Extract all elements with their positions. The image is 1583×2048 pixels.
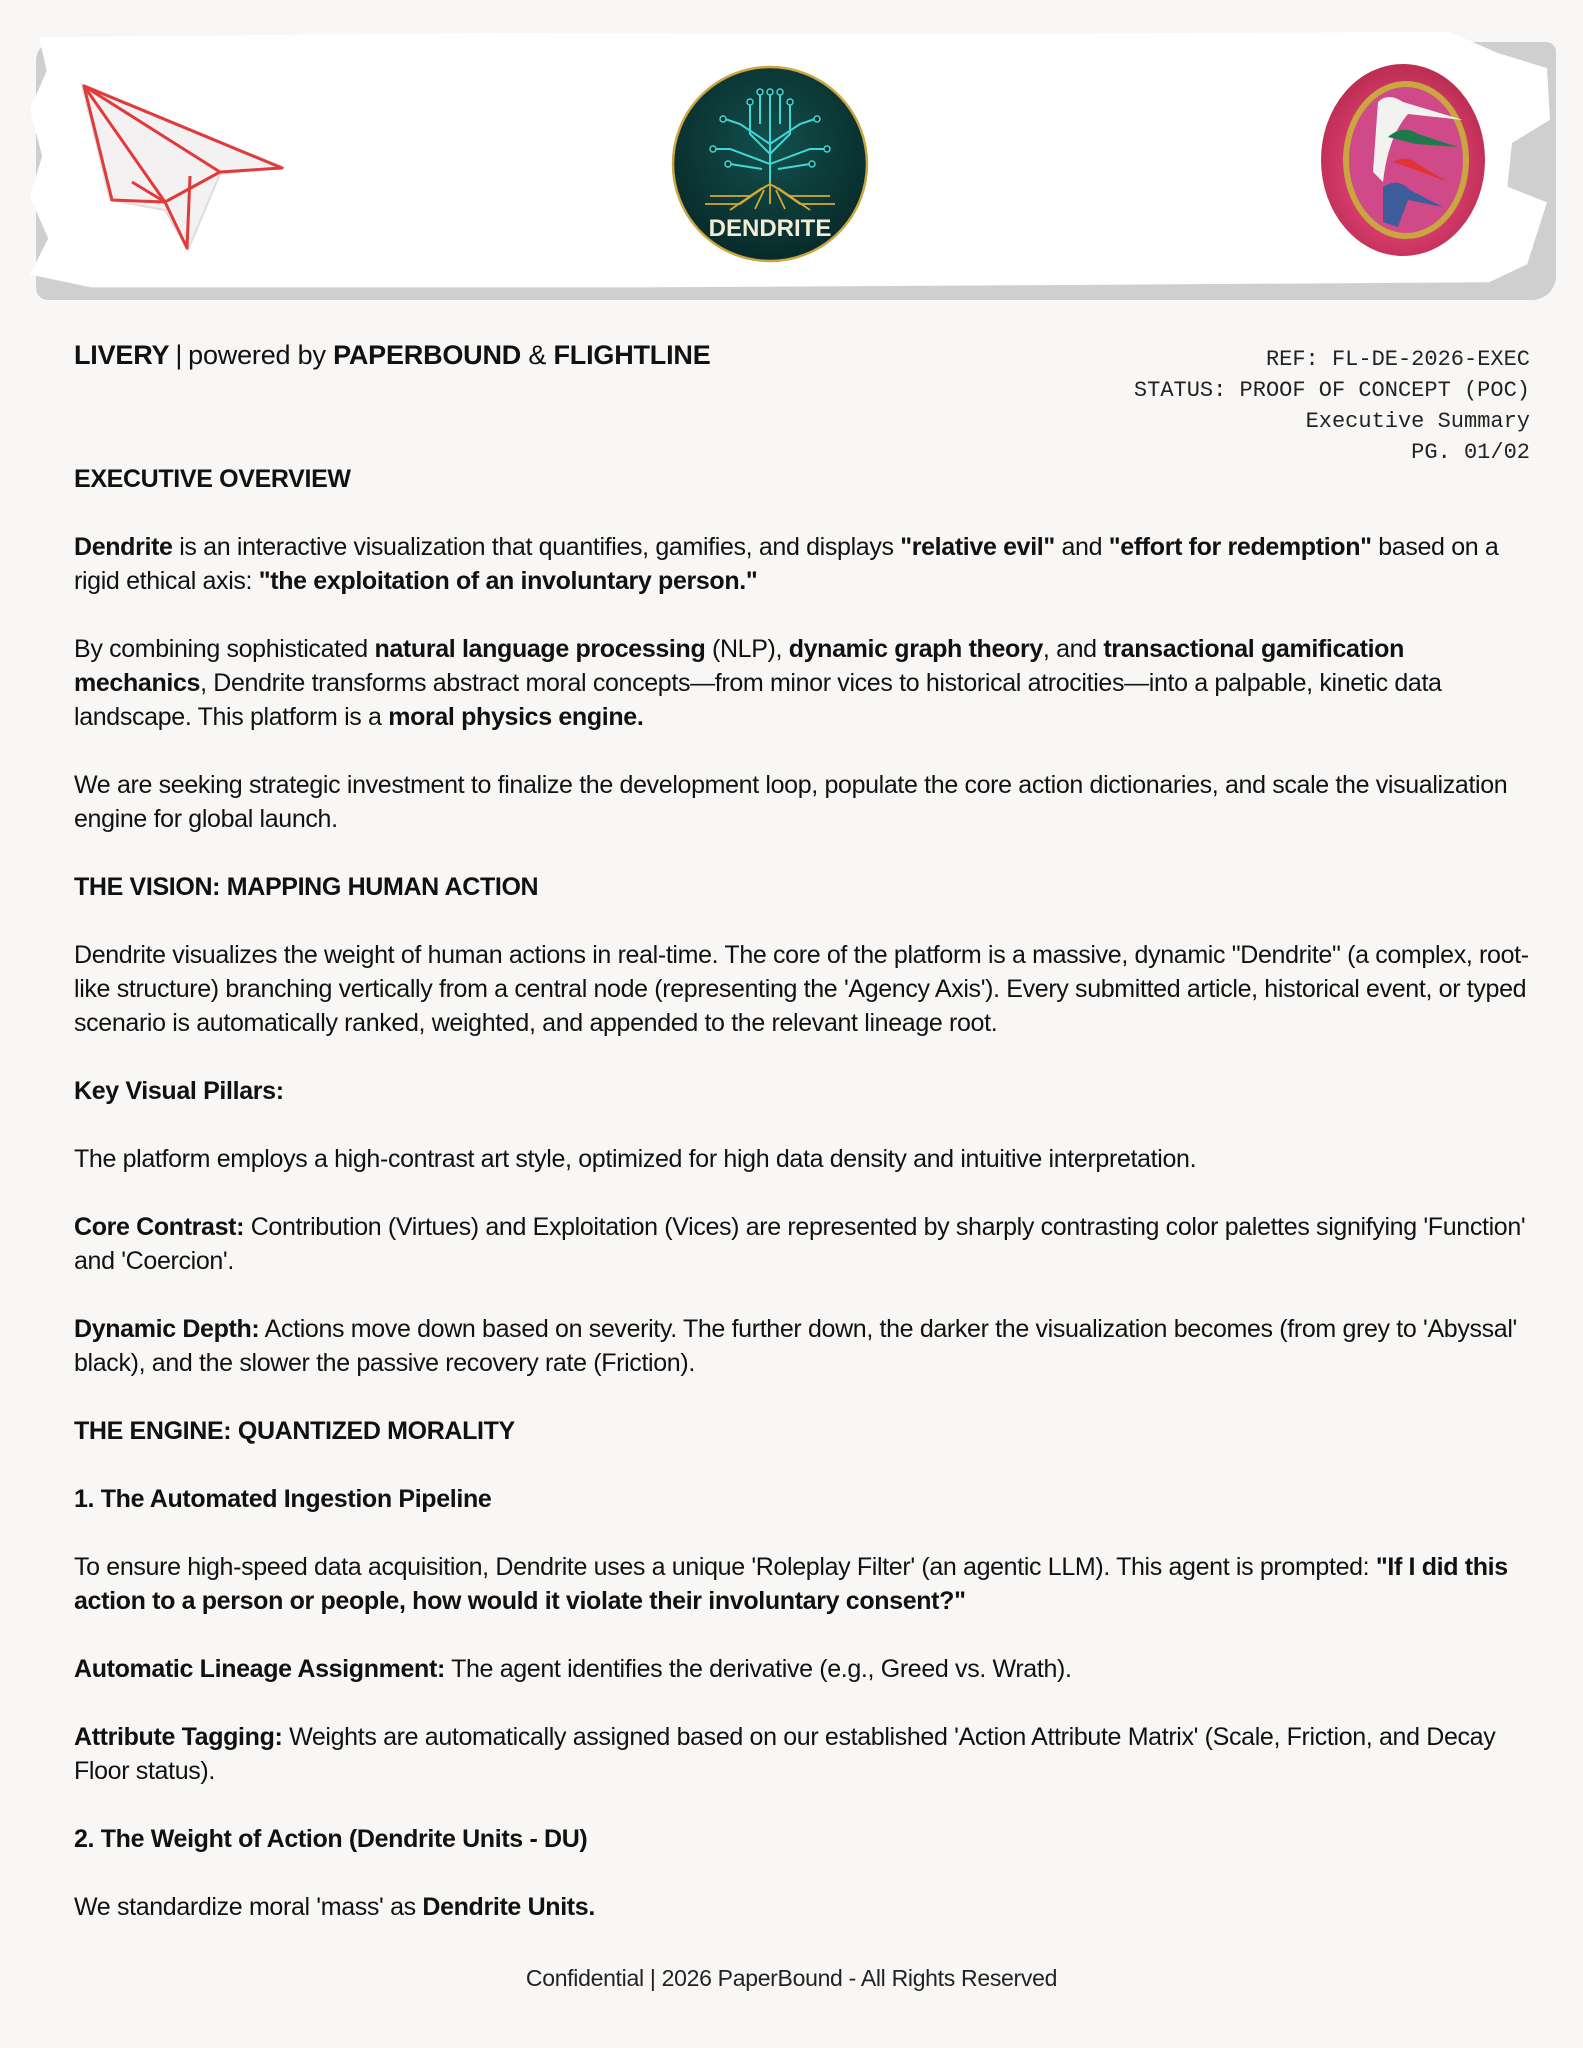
text-span: (NLP), — [705, 635, 789, 663]
paragraph-vision: Dendrite visualizes the weight of human actions in real-time. The core of the platform is a massive, dynamic "Dendrite" (a complex, root-like structure) branching vertically from a central node (representing the 'Agency Axis'). Every submitted article, historical event, or typed scenario is automatically ranked, weighted, and appended to the relevant lineage root. — [74, 941, 1529, 1037]
document-body — [74, 462, 1534, 1958]
bold-label: Attribute Tagging: — [74, 1723, 283, 1751]
powered-by-label: powered by — [188, 340, 326, 370]
bold-text: moral physics engine. — [388, 703, 644, 731]
paragraph-art-style: The platform employs a high-contrast art style, optimized for high data density and intuitive interpretation. — [74, 1145, 1197, 1173]
text-span: To ensure high-speed data acquisition, Dendrite uses a unique 'Roleplay Filter' (an agentic LLM). This agent is prompted: — [74, 1553, 1376, 1581]
ref-number: REF: FL-DE-2026-EXEC — [1265, 347, 1530, 372]
heading-vision: THE VISION: MAPPING HUMAN ACTION — [74, 873, 539, 901]
paragraph-core-contrast — [74, 1210, 1534, 1278]
bold-label: Automatic Lineage Assignment: — [74, 1655, 445, 1683]
text-span: is an interactive visualization that quantifies, gamifies, and displays — [172, 533, 901, 561]
bold-text: dynamic graph theory — [788, 635, 1043, 663]
paragraph-combining — [74, 632, 1534, 734]
text-span: , and — [1042, 635, 1104, 663]
partner-paperbound: PAPERBOUND — [333, 340, 522, 370]
brand-line — [74, 340, 711, 371]
text-span: Contribution (Virtues) and Exploitation (Vices) are represented by sharply contrasting color palettes signifying 'Function' and 'Coercion'. — [74, 1213, 1526, 1275]
bold-text: "relative evil" — [900, 533, 1055, 561]
partner-flightline: FLIGHTLINE — [553, 340, 711, 370]
bold-label: Core Contrast: — [74, 1213, 245, 1241]
dendrite-logo-text: DENDRITE — [708, 215, 832, 242]
text-span: The agent identifies the derivative (e.g., Greed vs. Wrath). — [444, 1655, 1072, 1683]
bold-text: "effort for redemption" — [1108, 533, 1372, 561]
text-span: By combining sophisticated — [74, 635, 375, 663]
paragraph-roleplay-filter — [74, 1550, 1534, 1618]
heading-executive-overview: EXECUTIVE OVERVIEW — [74, 465, 351, 493]
bold-label: Dynamic Depth: — [74, 1315, 260, 1343]
paragraph-attribute-tagging — [74, 1720, 1534, 1788]
paragraph-dendrite-units — [74, 1890, 1534, 1924]
text-span: and — [1054, 533, 1109, 561]
bold-text: transactional gamification mechanics — [74, 635, 1405, 697]
text-span: Weights are automatically assigned based on our established 'Action Attribute Matrix' (Scale, Friction, and Decay Floor status). — [74, 1723, 1496, 1785]
bold-text: "If I did this action to a person or people, how would it violate their involuntary consent?" — [74, 1553, 1508, 1615]
ampersand: & — [528, 340, 547, 370]
brand-separator: | — [175, 340, 183, 370]
document-meta — [1134, 344, 1530, 468]
status-line: STATUS: PROOF OF CONCEPT (POC) — [1133, 378, 1530, 403]
footer-confidential: Confidential | 2026 PaperBound - All Rights Reserved — [525, 1965, 1058, 1991]
brand-name: LIVERY — [74, 340, 170, 370]
paragraph-intro — [74, 530, 1534, 598]
text-span: , Dendrite transforms abstract moral concepts—from minor vices to historical atrocities—into a palpable, kinetic data landscape. This platform is a — [74, 669, 1442, 731]
dendrite-logo — [670, 64, 870, 264]
paragraph-dynamic-depth — [74, 1312, 1534, 1380]
bold-text: Dendrite — [74, 533, 173, 561]
heading-engine: THE ENGINE: QUANTIZED MORALITY — [74, 1417, 515, 1445]
bold-text: natural language processing — [374, 635, 706, 663]
page-number: PG. 01/02 — [1411, 440, 1530, 465]
heading-key-visual-pillars: Key Visual Pillars: — [74, 1077, 284, 1105]
bold-text: "the exploitation of an involuntary person." — [258, 567, 758, 595]
bird-heads-icon — [1318, 62, 1488, 262]
heading-weight-of-action: 2. The Weight of Action (Dendrite Units - DU) — [74, 1825, 588, 1853]
paragraph-investment: We are seeking strategic investment to finalize the development loop, populate the core action dictionaries, and scale the visualization engine for global launch. — [74, 771, 1508, 833]
document-type: Executive Summary — [1305, 409, 1530, 434]
bold-text: Dendrite Units. — [422, 1893, 595, 1921]
paper-plane-icon — [70, 72, 290, 252]
text-span: based on a rigid ethical axis: — [74, 533, 1499, 595]
heading-ingestion-pipeline: 1. The Automated Ingestion Pipeline — [74, 1485, 492, 1513]
paragraph-lineage — [74, 1652, 1534, 1686]
text-span: We standardize moral 'mass' as — [74, 1893, 423, 1921]
text-span: Actions move down based on severity. The further down, the darker the visualization becomes (from grey to 'Abyssal' black), and the slower the passive recovery rate (Friction). — [74, 1315, 1517, 1377]
